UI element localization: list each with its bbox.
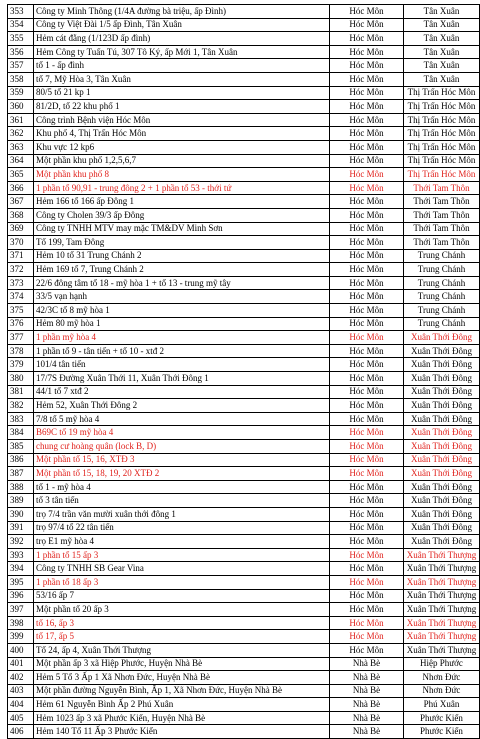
district-cell: Hóc Môn (330, 426, 404, 440)
row-number-cell: 367 (8, 195, 34, 209)
row-number-cell: 356 (8, 45, 34, 59)
row-number-cell: 370 (8, 236, 34, 250)
table-row (8, 276, 480, 290)
ward-cell: Tân Xuân (404, 32, 480, 46)
district-cell: Hóc Môn (330, 290, 404, 304)
row-number-cell: 362 (8, 127, 34, 141)
ward-cell: Thị Trấn Hóc Môn (404, 100, 480, 114)
ward-cell: Xuân Thới Đông (404, 372, 480, 386)
district-cell: Hóc Môn (330, 467, 404, 481)
district-cell: Hóc Môn (330, 45, 404, 59)
ward-cell: Xuân Thới Đông (404, 399, 480, 413)
address-cell: Một phần tổ 20 ấp 3 (34, 603, 330, 617)
table-body (8, 5, 480, 739)
row-number-cell: 368 (8, 208, 34, 222)
ward-cell: Xuân Thới Đông (404, 426, 480, 440)
district-cell: Hóc Môn (330, 548, 404, 562)
address-cell: trọ E1 mỹ hòa 4 (34, 535, 330, 549)
row-number-cell: 391 (8, 521, 34, 535)
address-cell: Công ty Minh Thông (1/4A đường bà triệu, ấp Đình) (34, 5, 330, 19)
row-number-cell: 369 (8, 222, 34, 236)
row-number-cell: 385 (8, 440, 34, 454)
table-row (8, 304, 480, 318)
table-row (8, 684, 480, 698)
ward-cell: Nhơn Đức (404, 671, 480, 685)
table-row (8, 589, 480, 603)
ward-cell: Xuân Thới Thượng (404, 603, 480, 617)
ward-cell: Thị Trấn Hóc Môn (404, 140, 480, 154)
address-cell: Một phần tổ 15, 18, 19, 20 XTĐ 2 (34, 467, 330, 481)
ward-cell: Trung Chánh (404, 290, 480, 304)
address-cell: 33/5 vạn hạnh (34, 290, 330, 304)
table-row (8, 344, 480, 358)
row-number-cell: 394 (8, 562, 34, 576)
address-cell: Khu vực 12 kp6 (34, 140, 330, 154)
table-row (8, 168, 480, 182)
table-row (8, 263, 480, 277)
address-cell: tổ 1 - ấp đình (34, 59, 330, 73)
district-cell: Hóc Môn (330, 507, 404, 521)
ward-cell: Xuân Thới Đông (404, 358, 480, 372)
address-cell: tổ 1 - mỹ hòa 4 (34, 480, 330, 494)
district-cell: Hóc Môn (330, 616, 404, 630)
row-number-cell: 355 (8, 32, 34, 46)
table-row (8, 32, 480, 46)
district-cell: Hóc Môn (330, 412, 404, 426)
district-cell: Hóc Môn (330, 195, 404, 209)
row-number-cell: 364 (8, 154, 34, 168)
table-row (8, 113, 480, 127)
district-cell: Hóc Môn (330, 59, 404, 73)
district-cell: Nhà Bè (330, 711, 404, 725)
table-row (8, 399, 480, 413)
table-row (8, 222, 480, 236)
district-cell: Hóc Môn (330, 236, 404, 250)
row-number-cell: 365 (8, 168, 34, 182)
table-row (8, 562, 480, 576)
district-cell: Hóc Môn (330, 127, 404, 141)
ward-cell: Xuân Thới Đông (404, 521, 480, 535)
ward-cell: Thới Tam Thôn (404, 222, 480, 236)
table-row (8, 127, 480, 141)
ward-cell: Xuân Thới Thượng (404, 562, 480, 576)
table-row (8, 317, 480, 331)
ward-cell: Thới Tam Thôn (404, 195, 480, 209)
table-row (8, 59, 480, 73)
address-cell: Hẻm 140 Tổ 11 Ấp 3 Phước Kiển (34, 725, 330, 739)
district-cell: Hóc Môn (330, 276, 404, 290)
table-row (8, 575, 480, 589)
row-number-cell: 389 (8, 494, 34, 508)
table-row (8, 467, 480, 481)
address-cell: Hẻm 1023 ấp 3 xã Phước Kiển, Huyện Nhà Bè (34, 711, 330, 725)
row-number-cell: 405 (8, 711, 34, 725)
table-row (8, 711, 480, 725)
address-cell: Một phần khu phố 8 (34, 168, 330, 182)
address-cell: Một phần đường Nguyễn Bình, Ấp 1, Xã Nhơn Đức, Huyện Nhà Bè (34, 684, 330, 698)
ward-cell: Thị Trấn Hóc Môn (404, 168, 480, 182)
table-row (8, 494, 480, 508)
row-number-cell: 377 (8, 331, 34, 345)
table-row (8, 236, 480, 250)
district-cell: Hóc Môn (330, 140, 404, 154)
ward-cell: Thị Trấn Hóc Môn (404, 86, 480, 100)
row-number-cell: 383 (8, 412, 34, 426)
ward-cell: Phước Kiển (404, 725, 480, 739)
address-cell: 1 phần tổ 15 ấp 3 (34, 548, 330, 562)
ward-cell: Trung Chánh (404, 304, 480, 318)
row-number-cell: 401 (8, 657, 34, 671)
address-cell: Công ty Việt Đài 1/5 ấp Đình, Tân Xuân (34, 18, 330, 32)
ward-cell: Tân Xuân (404, 5, 480, 19)
row-number-cell: 371 (8, 249, 34, 263)
district-cell: Hóc Môn (330, 304, 404, 318)
row-number-cell: 376 (8, 317, 34, 331)
address-cell: Công ty Cholen 39/3 ấp Đông (34, 208, 330, 222)
district-cell: Hóc Môn (330, 440, 404, 454)
address-cell: 80/5 tổ 21 kp 1 (34, 86, 330, 100)
table-row (8, 86, 480, 100)
row-number-cell: 359 (8, 86, 34, 100)
ward-cell: Xuân Thới Đông (404, 453, 480, 467)
ward-cell: Xuân Thới Đông (404, 467, 480, 481)
ward-cell: Tân Xuân (404, 18, 480, 32)
row-number-cell: 399 (8, 630, 34, 644)
table-row (8, 535, 480, 549)
district-cell: Hóc Môn (330, 643, 404, 657)
table-row (8, 154, 480, 168)
district-cell: Hóc Môn (330, 385, 404, 399)
table-row (8, 140, 480, 154)
ward-cell: Tân Xuân (404, 59, 480, 73)
row-number-cell: 360 (8, 100, 34, 114)
district-cell: Hóc Môn (330, 18, 404, 32)
table-row (8, 616, 480, 630)
address-cell: 53/16 ấp 7 (34, 589, 330, 603)
address-cell: 1 phần mỹ hòa 4 (34, 331, 330, 345)
district-cell: Hóc Môn (330, 168, 404, 182)
district-cell: Hóc Môn (330, 317, 404, 331)
address-cell: Hẻm 10 tổ 31 Trung Chánh 2 (34, 249, 330, 263)
address-cell: Hẻm 80 mỹ hòa 1 (34, 317, 330, 331)
row-number-cell: 354 (8, 18, 34, 32)
address-cell: 101/4 tân tiến (34, 358, 330, 372)
row-number-cell: 373 (8, 276, 34, 290)
address-cell: Một phần tổ 15, 16, XTĐ 3 (34, 453, 330, 467)
row-number-cell: 381 (8, 385, 34, 399)
address-cell: tổ 7, Mỹ Hòa 3, Tân Xuân (34, 72, 330, 86)
address-cell: trọ 7/4 trần văn mười xuân thới đông 1 (34, 507, 330, 521)
address-cell: trọ 97/4 tổ 22 tân tiến (34, 521, 330, 535)
address-cell: Hẻm 61 Nguyễn Bình Ấp 2 Phú Xuân (34, 698, 330, 712)
ward-cell: Xuân Thới Đông (404, 412, 480, 426)
table-row (8, 426, 480, 440)
ward-cell: Thới Tam Thôn (404, 181, 480, 195)
table-row (8, 385, 480, 399)
address-cell: tổ 16, ấp 3 (34, 616, 330, 630)
ward-cell: Xuân Thới Thượng (404, 643, 480, 657)
ward-cell: Phú Xuân (404, 698, 480, 712)
row-number-cell: 382 (8, 399, 34, 413)
table-row (8, 372, 480, 386)
ward-cell: Xuân Thới Đông (404, 440, 480, 454)
district-cell: Hóc Môn (330, 222, 404, 236)
table-row (8, 412, 480, 426)
ward-cell: Tân Xuân (404, 72, 480, 86)
row-number-cell: 361 (8, 113, 34, 127)
district-cell: Hóc Môn (330, 521, 404, 535)
ward-cell: Thị Trấn Hóc Môn (404, 127, 480, 141)
district-cell: Hóc Môn (330, 494, 404, 508)
row-number-cell: 390 (8, 507, 34, 521)
address-cell: Công trình Bệnh viện Hóc Môn (34, 113, 330, 127)
district-cell: Hóc Môn (330, 344, 404, 358)
district-cell: Hóc Môn (330, 263, 404, 277)
address-cell: 22/6 đông tâm tổ 18 - mỹ hòa 1 + tổ 13 - trung mỹ tây (34, 276, 330, 290)
table-row (8, 725, 480, 739)
district-cell: Nhà Bè (330, 725, 404, 739)
ward-cell: Xuân Thới Đông (404, 507, 480, 521)
ward-cell: Xuân Thới Đông (404, 480, 480, 494)
row-number-cell: 374 (8, 290, 34, 304)
ward-cell: Xuân Thới Thượng (404, 616, 480, 630)
district-cell: Hóc Môn (330, 480, 404, 494)
ward-cell: Thị Trấn Hóc Môn (404, 154, 480, 168)
district-cell: Hóc Môn (330, 154, 404, 168)
address-cell: Công ty TNHH SB Gear Vina (34, 562, 330, 576)
table-row (8, 657, 480, 671)
ward-cell: Xuân Thới Đông (404, 494, 480, 508)
row-number-cell: 402 (8, 671, 34, 685)
table-row (8, 453, 480, 467)
table-row (8, 548, 480, 562)
district-cell: Hóc Môn (330, 562, 404, 576)
address-cell: 81/2D, tổ 22 khu phố 1 (34, 100, 330, 114)
district-cell: Hóc Môn (330, 358, 404, 372)
district-cell: Hóc Môn (330, 399, 404, 413)
address-cell: tổ 17, ấp 5 (34, 630, 330, 644)
ward-cell: Trung Chánh (404, 263, 480, 277)
table-row (8, 440, 480, 454)
address-cell: 1 phần tổ 9 - tân tiến + tổ 10 - xtđ 2 (34, 344, 330, 358)
table-row (8, 358, 480, 372)
table-row (8, 181, 480, 195)
ward-cell: Nhơn Đức (404, 684, 480, 698)
table-row (8, 100, 480, 114)
district-cell: Hóc Môn (330, 372, 404, 386)
address-cell: Hẻm cát đằng (1/123D ấp đình) (34, 32, 330, 46)
row-number-cell: 366 (8, 181, 34, 195)
address-cell: 42/3C tổ 8 mỹ hòa 1 (34, 304, 330, 318)
table-row (8, 630, 480, 644)
district-cell: Hóc Môn (330, 535, 404, 549)
address-cell: 44/1 tổ 7 xtđ 2 (34, 385, 330, 399)
district-cell: Hóc Môn (330, 5, 404, 19)
address-cell: Hẻm 52, Xuân Thới Đông 2 (34, 399, 330, 413)
table-row (8, 72, 480, 86)
ward-cell: Tân Xuân (404, 45, 480, 59)
district-cell: Hóc Môn (330, 331, 404, 345)
row-number-cell: 393 (8, 548, 34, 562)
row-number-cell: 395 (8, 575, 34, 589)
table-row (8, 5, 480, 19)
district-cell: Hóc Môn (330, 100, 404, 114)
row-number-cell: 396 (8, 589, 34, 603)
table-row (8, 195, 480, 209)
address-cell: Một phần khu phố 1,2,5,6,7 (34, 154, 330, 168)
table-row (8, 507, 480, 521)
address-sheet (7, 4, 479, 739)
row-number-cell: 375 (8, 304, 34, 318)
address-cell: Tổ 24, ấp 4, Xuân Thới Thượng (34, 643, 330, 657)
ward-cell: Trung Chánh (404, 276, 480, 290)
table-row (8, 480, 480, 494)
district-cell: Hóc Môn (330, 575, 404, 589)
ward-cell: Xuân Thới Thượng (404, 589, 480, 603)
address-cell: Công ty TNHH MTV may mặc TM&DV Minh Sơn (34, 222, 330, 236)
district-cell: Nhà Bè (330, 698, 404, 712)
address-cell: Hẻm Công ty Tuấn Tú, 307 Tô Ký, ấp Mới 1, Tân Xuân (34, 45, 330, 59)
row-number-cell: 357 (8, 59, 34, 73)
row-number-cell: 397 (8, 603, 34, 617)
district-cell: Nhà Bè (330, 657, 404, 671)
table-row (8, 643, 480, 657)
row-number-cell: 380 (8, 372, 34, 386)
row-number-cell: 387 (8, 467, 34, 481)
address-cell: 1 phần tổ 90,91 - trung đông 2 + 1 phần tổ 53 - thới tứ (34, 181, 330, 195)
table-row (8, 290, 480, 304)
ward-cell: Trung Chánh (404, 317, 480, 331)
address-cell: B69C tổ 19 mỹ hòa 4 (34, 426, 330, 440)
table-row (8, 18, 480, 32)
district-cell: Hóc Môn (330, 453, 404, 467)
ward-cell: Phước Kiển (404, 711, 480, 725)
table-row (8, 208, 480, 222)
district-cell: Hóc Môn (330, 603, 404, 617)
row-number-cell: 406 (8, 725, 34, 739)
row-number-cell: 386 (8, 453, 34, 467)
row-number-cell: 404 (8, 698, 34, 712)
ward-cell: Hiệp Phước (404, 657, 480, 671)
district-cell: Hóc Môn (330, 32, 404, 46)
ward-cell: Xuân Thới Đông (404, 331, 480, 345)
district-cell: Nhà Bè (330, 671, 404, 685)
ward-cell: Xuân Thới Đông (404, 344, 480, 358)
address-cell: 17/7S Đường Xuân Thới 11, Xuân Thới Đông 1 (34, 372, 330, 386)
address-cell: 1 phần tổ 18 ấp 3 (34, 575, 330, 589)
address-cell: Hẻm 5 Tổ 3 Ấp 1 Xã Nhơn Đức, Huyện Nhà Bè (34, 671, 330, 685)
address-cell: Hẻm 166 tổ 166 ấp Đông 1 (34, 195, 330, 209)
table-row (8, 603, 480, 617)
table-row (8, 698, 480, 712)
address-cell: Hẻm 169 tổ 7, Trung Chánh 2 (34, 263, 330, 277)
ward-cell: Trung Chánh (404, 249, 480, 263)
district-cell: Hóc Môn (330, 249, 404, 263)
ward-cell: Thới Tam Thôn (404, 236, 480, 250)
table-row (8, 671, 480, 685)
row-number-cell: 400 (8, 643, 34, 657)
district-cell: Hóc Môn (330, 208, 404, 222)
row-number-cell: 353 (8, 5, 34, 19)
ward-cell: Thị Trấn Hóc Môn (404, 113, 480, 127)
row-number-cell: 378 (8, 344, 34, 358)
district-cell: Hóc Môn (330, 589, 404, 603)
address-cell: tổ 3 tân tiến (34, 494, 330, 508)
row-number-cell: 379 (8, 358, 34, 372)
table-row (8, 521, 480, 535)
table-row (8, 45, 480, 59)
address-cell: Một phần ấp 3 xã Hiệp Phước, Huyện Nhà Bè (34, 657, 330, 671)
ward-cell: Xuân Thới Thượng (404, 548, 480, 562)
row-number-cell: 388 (8, 480, 34, 494)
district-cell: Hóc Môn (330, 181, 404, 195)
row-number-cell: 358 (8, 72, 34, 86)
ward-cell: Xuân Thới Thượng (404, 630, 480, 644)
district-cell: Hóc Môn (330, 630, 404, 644)
row-number-cell: 392 (8, 535, 34, 549)
address-table (7, 4, 480, 739)
address-cell: 7/8 tổ 5 mỹ hòa 4 (34, 412, 330, 426)
district-cell: Hóc Môn (330, 72, 404, 86)
address-cell: Tổ 199, Tam Đông (34, 236, 330, 250)
address-cell: Khu phố 4, Thị Trấn Hóc Môn (34, 127, 330, 141)
table-row (8, 331, 480, 345)
table-row (8, 249, 480, 263)
ward-cell: Xuân Thới Thượng (404, 575, 480, 589)
row-number-cell: 363 (8, 140, 34, 154)
row-number-cell: 384 (8, 426, 34, 440)
row-number-cell: 403 (8, 684, 34, 698)
ward-cell: Xuân Thới Đông (404, 535, 480, 549)
district-cell: Hóc Môn (330, 86, 404, 100)
row-number-cell: 398 (8, 616, 34, 630)
district-cell: Nhà Bè (330, 684, 404, 698)
ward-cell: Xuân Thới Đông (404, 385, 480, 399)
row-number-cell: 372 (8, 263, 34, 277)
ward-cell: Thới Tam Thôn (404, 208, 480, 222)
address-cell: chung cư hoàng quân (lock B, D) (34, 440, 330, 454)
district-cell: Hóc Môn (330, 113, 404, 127)
